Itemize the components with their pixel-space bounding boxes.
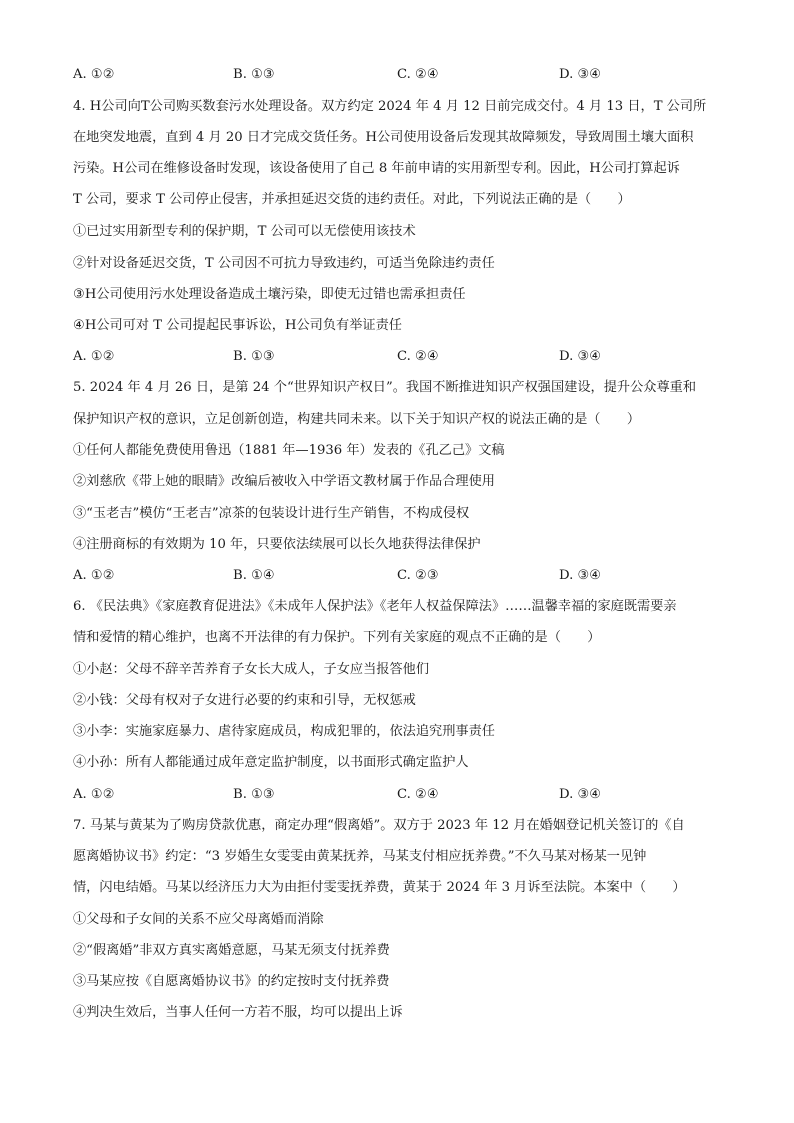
q7-statement-3: ③马某应按《自愿离婚协议书》的约定按时支付抚养费 <box>73 974 390 989</box>
q6-option-a[interactable]: A. ①② <box>73 787 115 802</box>
q7-stem-line: 愿离婚协议书》约定：“3 岁婚生女雯雯由黄某抚养，马某支付相应抚养费。”不久马某对杨某一见钟 <box>73 849 647 864</box>
q5-statement-4: ④注册商标的有效期为 10 年，只要依法续展可以长久地获得法律保护 <box>73 537 481 552</box>
q6-statement-2: ②小钱：父母有权对子女进行必要的约束和引导，无权惩戒 <box>73 693 416 708</box>
q5-option-d[interactable]: D. ③④ <box>559 568 602 583</box>
q6-stem-line: 情和爱情的精心维护，也离不开法律的有力保护。下列有关家庭的观点不正确的是（ ） <box>73 630 601 645</box>
q5-statement-1: ①任何人都能免费使用鲁迅（1881 年—1936 年）发表的《孔乙己》文稿 <box>73 443 505 458</box>
q6-statement-4: ④小孙：所有人都能通过成年意定监护制度，以书面形式确定监护人 <box>73 755 469 770</box>
q7-statement-2: ②“假离婚”非双方真实离婚意愿，马某无须支付抚养费 <box>73 943 390 958</box>
q5-statement-2: ②刘慈欣《带上她的眼睛》改编后被收入中学语文教材属于作品合理使用 <box>73 474 495 489</box>
q6-option-c[interactable]: C. ②④ <box>397 787 439 802</box>
q6-option-b[interactable]: B. ①③ <box>233 787 275 802</box>
q4-stem-line: 4. H公司向T公司购买数套污水处理设备。双方约定 2024 年 4 月 12 日前完成交付。4 月 13 日，T 公司所 <box>73 99 707 114</box>
q4-statement-1: ①已过实用新型专利的保护期，T 公司可以无偿使用该技术 <box>73 224 416 239</box>
q3-option-c[interactable]: C. ②④ <box>397 67 439 82</box>
q7-statement-1: ①父母和子女间的关系不应父母离婚而消除 <box>73 912 324 927</box>
q4-statement-3: ③H公司使用污水处理设备造成土壤污染，即使无过错也需承担责任 <box>73 287 466 302</box>
q7-stem-line: 情，闪电结婚。马某以经济压力大为由拒付雯雯抚养费，黄某于 2024 年 3 月诉至法院。本案中（ ） <box>73 880 686 895</box>
q4-stem-line: 在地突发地震，直到 4 月 20 日才完成交货任务。H公司使用设备后发现其故障频发，导致周围土壤大面积 <box>73 130 694 145</box>
q5-stem-line: 5. 2024 年 4 月 26 日，是第 24 个“世界知识产权日”。我国不断推进知识产权强国建设，提升公众尊重和 <box>73 380 697 395</box>
q3-option-d[interactable]: D. ③④ <box>559 67 602 82</box>
q3-option-b[interactable]: B. ①③ <box>233 67 275 82</box>
q5-statement-3: ③“玉老吉”模仿“王老吉”凉茶的包装设计进行生产销售，不构成侵权 <box>73 506 470 521</box>
q4-stem-line: 污染。H公司在维修设备时发现，该设备使用了自己 8 年前申请的实用新型专利。因此，H公司打算起诉 <box>73 161 680 176</box>
q7-stem-line: 7. 马某与黄某为了购房贷款优惠，商定办理“假离婚”。双方于 2023 年 12 月在婚姻登记机关签订的《自 <box>73 818 685 833</box>
q3-options <box>73 65 733 85</box>
q4-option-b[interactable]: B. ①③ <box>233 349 275 364</box>
q6-statement-1: ①小赵：父母不辞辛苦养育子女长大成人，子女应当报答他们 <box>73 662 430 677</box>
q5-stem-line: 保护知识产权的意识，立足创新创造，构建共同未来。以下关于知识产权的说法正确的是（ ） <box>73 412 641 427</box>
q5-option-c[interactable]: C. ②③ <box>397 568 439 583</box>
q4-option-c[interactable]: C. ②④ <box>397 349 439 364</box>
q6-stem-line: 6. 《民法典》《家庭教育促进法》《未成年人保护法》《老年人权益保障法》……温馨幸福的家庭既需要亲 <box>73 599 677 614</box>
q6-statement-3: ③小李：实施家庭暴力、虐待家庭成员，构成犯罪的，依法追究刑事责任 <box>73 724 495 739</box>
q3-option-a[interactable]: A. ①② <box>73 67 115 82</box>
q4-options <box>73 347 733 367</box>
q6-option-d[interactable]: D. ③④ <box>559 787 602 802</box>
q5-option-a[interactable]: A. ①② <box>73 568 115 583</box>
q5-option-b[interactable]: B. ①④ <box>233 568 275 583</box>
q5-options <box>73 566 733 586</box>
q4-statement-4: ④H公司可对 T 公司提起民事诉讼，H公司负有举证责任 <box>73 318 402 333</box>
q4-option-a[interactable]: A. ①② <box>73 349 115 364</box>
q4-option-d[interactable]: D. ③④ <box>559 349 602 364</box>
q6-options <box>73 785 733 805</box>
q7-statement-4: ④判决生效后，当事人任何一方若不服，均可以提出上诉 <box>73 1005 403 1020</box>
q4-statement-2: ②针对设备延迟交货，T 公司因不可抗力导致违约，可适当免除违约责任 <box>73 256 495 271</box>
q4-stem-line: T 公司，要求 T 公司停止侵害，并承担延迟交货的违约责任。对此，下列说法正确的是（ ） <box>73 192 631 207</box>
